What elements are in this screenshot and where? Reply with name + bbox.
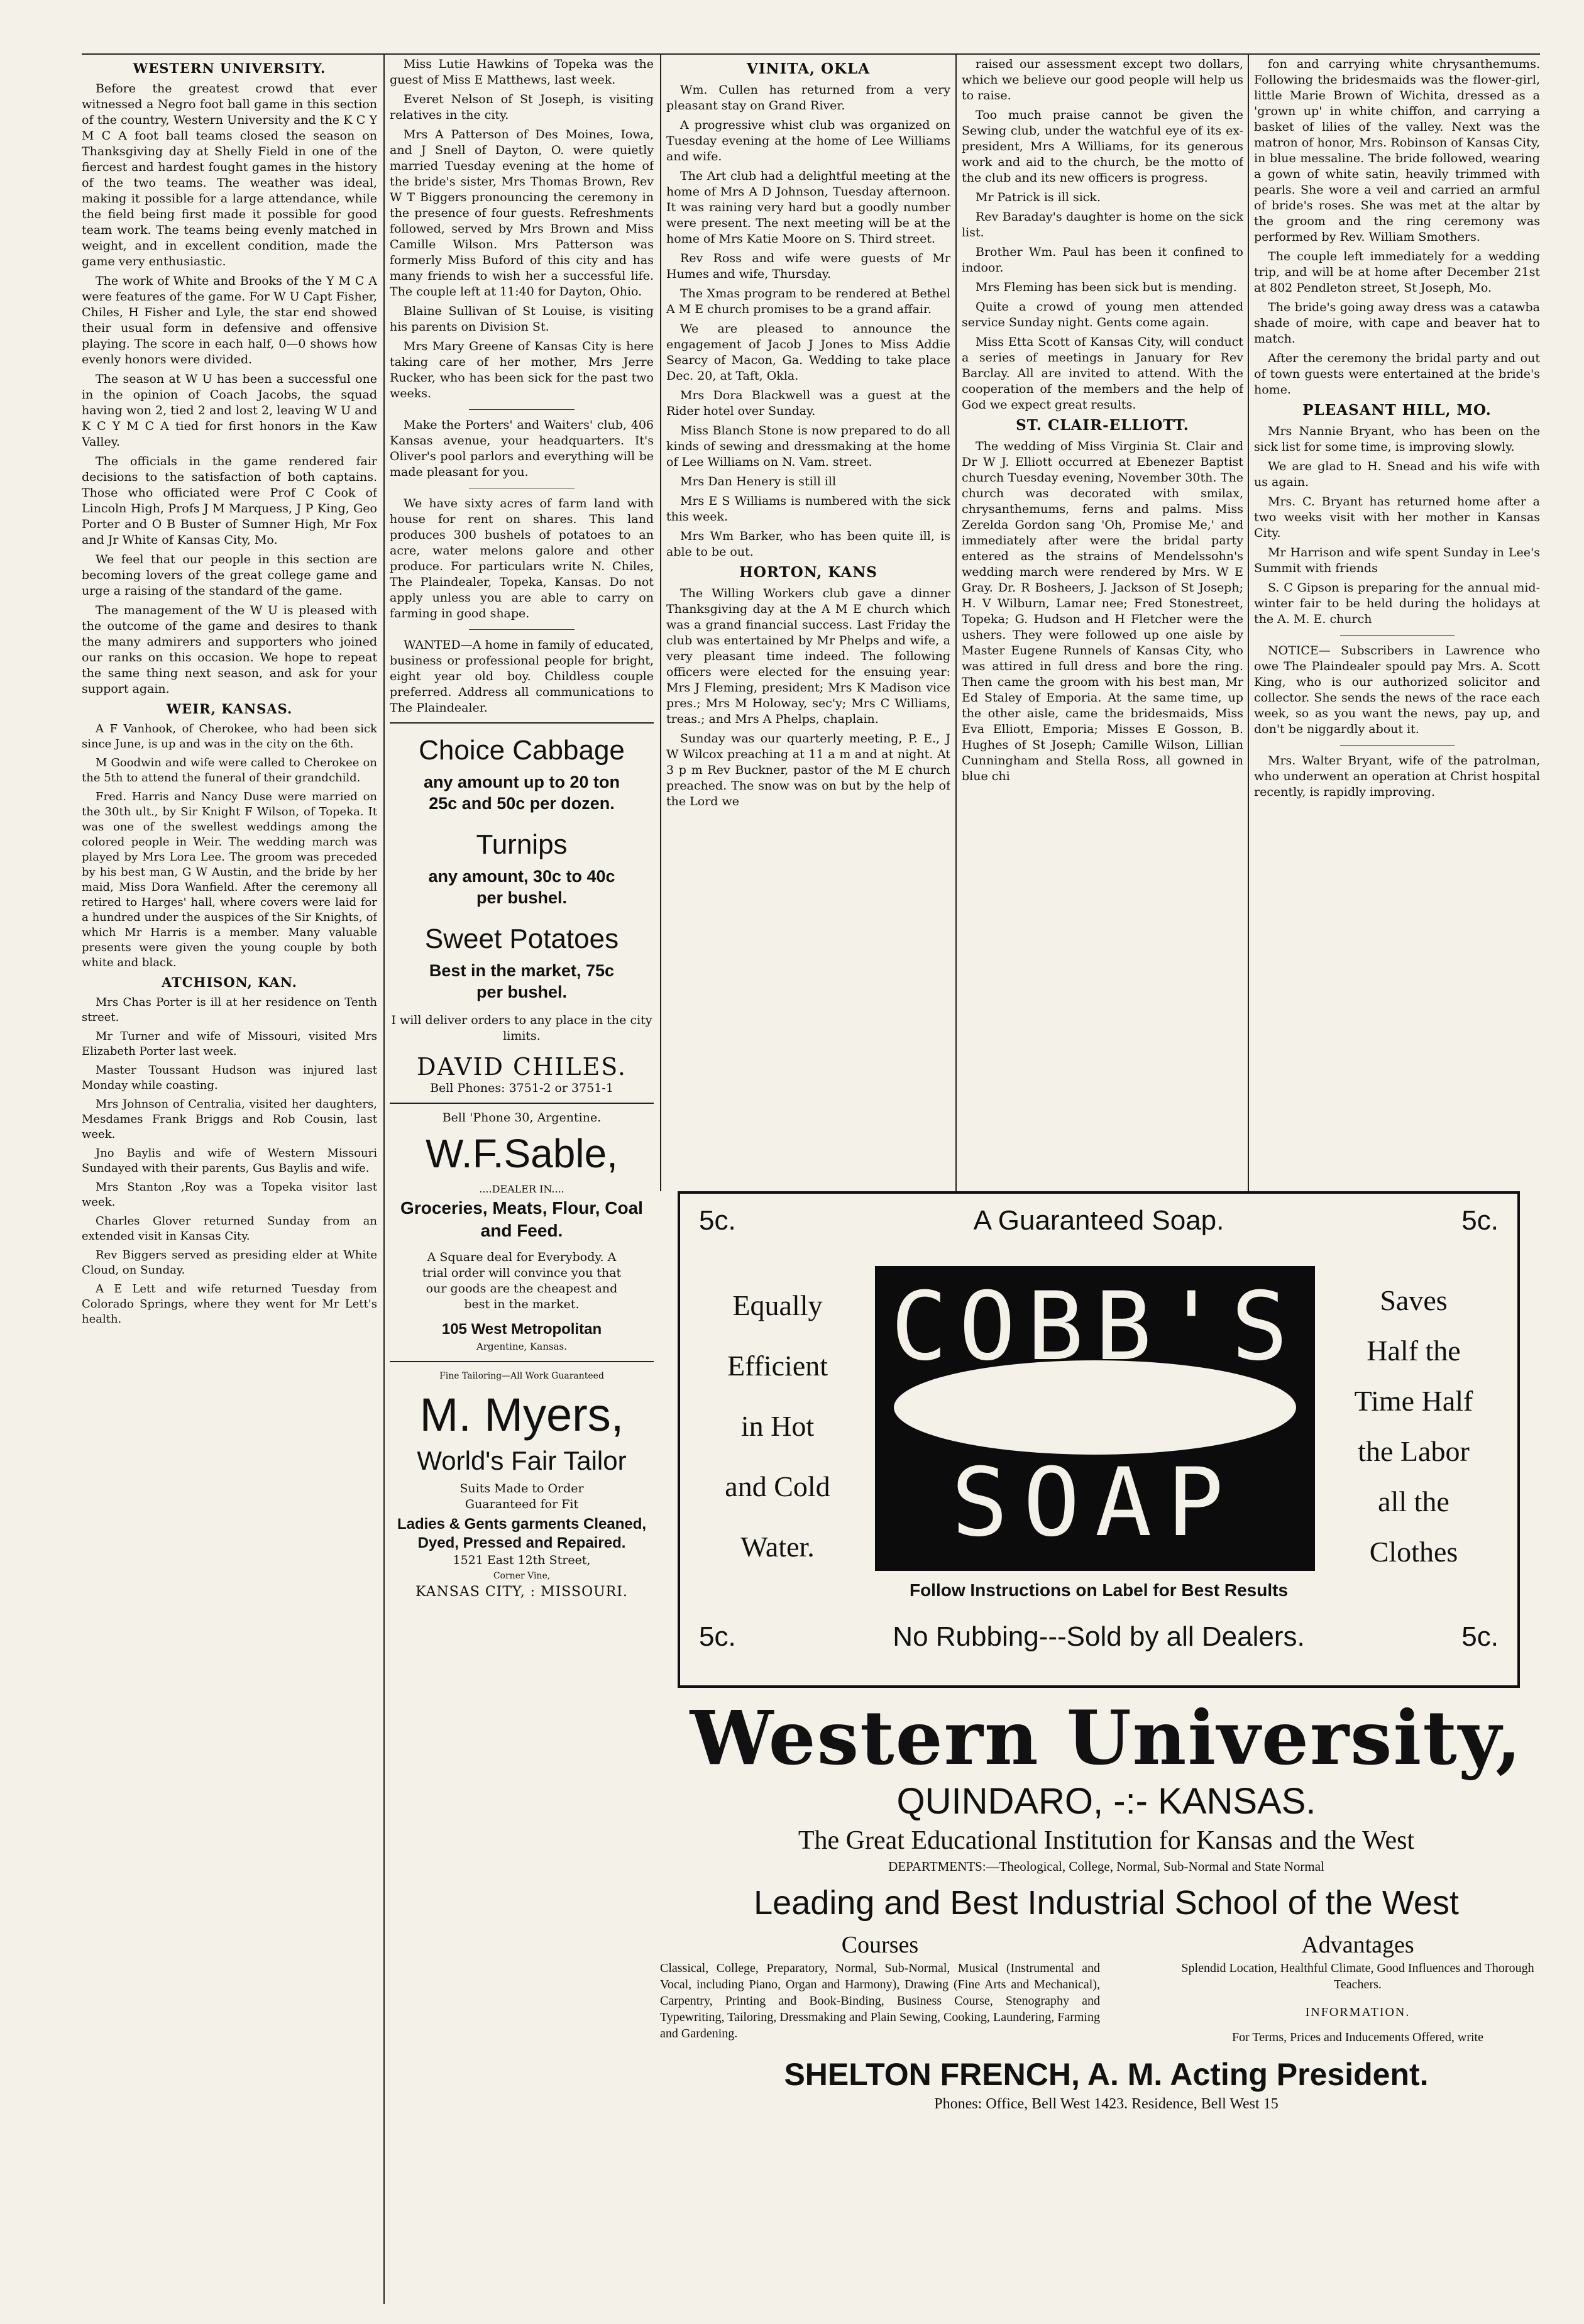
ad-line: 25c and 50c per dozen. bbox=[429, 794, 615, 813]
article-paragraph: Mrs Johnson of Centralia, visited her daughters, Mesdames Frank Briggs and Rob Cousin, last week. bbox=[82, 1098, 377, 1141]
wu-info-heading: INFORMATION. bbox=[1305, 2005, 1411, 2019]
article-paragraph: Mrs. C. Bryant has returned home after a two weeks visit with her mother in Kansas City. bbox=[1254, 495, 1540, 540]
ad-line: any amount, 30c to 40c bbox=[428, 867, 615, 886]
ad-line: Best in the market, 75c bbox=[429, 961, 615, 980]
cobbs-soap-ad bbox=[678, 1191, 1520, 1688]
article-paragraph: Mrs Nannie Bryant, who has been on the sick list for some time, is improving slowly. bbox=[1254, 424, 1540, 454]
article-paragraph: Brother Wm. Paul has been it confined to indoor. bbox=[962, 245, 1243, 275]
western-university-ad bbox=[660, 1694, 1553, 2301]
soap-instructions: Follow Instructions on Label for Best Results bbox=[909, 1580, 1289, 1600]
article-paragraph: Mrs Mary Greene of Kansas City is here taking care of her mother, Mrs Jerre Rucker, who has been sick for the past two weeks. bbox=[390, 339, 654, 400]
article-paragraph: Everet Nelson of St Joseph, is visiting relatives in the city. bbox=[390, 92, 654, 122]
soap-left-text: and Cold bbox=[725, 1470, 830, 1502]
ad-pitch: A Square deal for Everybody. A trial order will convince you that our goods are the cheapest and best in the market. bbox=[422, 1250, 622, 1311]
ad-phone: Bell 'Phone 30, Argentine. bbox=[442, 1111, 602, 1125]
article-paragraph: After the ceremony the bridal party and out of town guests were entertained at the bride's home. bbox=[1254, 351, 1540, 397]
heading-horton: HORTON, KANS bbox=[739, 564, 877, 581]
article-paragraph: The work of White and Brooks of the Y M C A were features of the game. For W U Capt Fisher, Chiles, H Fisher and Lyle, the star end showed their usual form in defensive and offensive playing. The score in each half, 0—0 shows how evenly honors were divided. bbox=[82, 274, 377, 366]
article-paragraph: A E Lett and wife returned Tuesday from Colorado Springs, where they went for Mr Lett's health. bbox=[82, 1282, 377, 1326]
price-label: 5c. bbox=[1461, 1205, 1499, 1236]
price-label: 5c. bbox=[1461, 1621, 1499, 1652]
heading-weir-kansas: WEIR, KANSAS. bbox=[166, 701, 293, 717]
article-paragraph: The officials in the game rendered fair decisions to the satisfaction of both captains. Those who officiated were Prof C Cook of Lincoln High, Profs J M Marquess, J P King, Geo Porter and O B Buster of Sumner High, Mr Fox and Jr White of Kansas City, Mo. bbox=[82, 454, 377, 547]
wu-courses-heading: Courses bbox=[841, 1932, 919, 1958]
ad-title: Choice Cabbage bbox=[419, 735, 625, 766]
ad-line: per bushel. bbox=[476, 983, 568, 1001]
ad-tag: World's Fair Tailor bbox=[417, 1446, 627, 1475]
wu-advantages: Splendid Location, Healthful Climate, Good Influences and Thorough Teachers. bbox=[1181, 1961, 1534, 1991]
article-paragraph: A F Vanhook, of Cherokee, who had been sick since June, is up and was in the city on the 6th. bbox=[82, 722, 377, 751]
article-paragraph: Mrs Wm Barker, who has been quite ill, is able to be out. bbox=[666, 529, 950, 559]
article-paragraph: The Xmas program to be rendered at Bethel A M E church promises to be a grand affair. bbox=[666, 287, 950, 316]
wu-advantages-heading: Advantages bbox=[1301, 1932, 1414, 1958]
ad-name: W.F.Sable, bbox=[426, 1131, 618, 1176]
wu-title: Western University, bbox=[690, 1694, 1523, 1782]
ad-city: Argentine, Kansas. bbox=[476, 1341, 567, 1352]
ad-line: any amount up to 20 ton bbox=[423, 773, 620, 791]
heading-atchison: ATCHISON, KAN. bbox=[162, 974, 297, 990]
ad-title: Turnips bbox=[476, 829, 568, 860]
ad-goods: Groceries, Meats, Flour, Coal and Feed. bbox=[400, 1198, 643, 1240]
article-paragraph: Quite a crowd of young men attended service Sunday night. Gents come again. bbox=[962, 300, 1243, 329]
farm-land-notice: We have sixty acres of farm land with house for rent on shares. This land produces 300 bushels of potatoes to an acre, water melons galore and other produce. For particulars write N. Chiles, The Plaindealer, Topeka, Kansas. Do not apply unless you are able to carry on farming in good shape. bbox=[390, 497, 654, 620]
article-paragraph: Mrs A Patterson of Des Moines, Iowa, and J Snell of Dayton, O. were quietly married Tuesday evening at the home of the bride's sister, Mrs Thomas Brown, Rev W T Biggers pronouncing the ceremony in the presence of four guests. Refreshments followed, served by Mrs Brown and Miss Camille Wilson. Mrs Patterson was formerly Miss Buford of this city and has many friends to wish her a successful life. The couple left at 11:40 for Dayton, Ohio. bbox=[390, 128, 654, 299]
ad-corner: Corner Vine, bbox=[493, 1571, 551, 1581]
ad-suits: Suits Made to Order Guaranteed for Fit bbox=[459, 1482, 584, 1511]
article-paragraph: The Art club had a delightful meeting at the home of Mrs A D Johnson, Tuesday afternoon. It was raining very hard but a goodly number were present. The next meeting will be at the home of Mrs Katie Moore on S. Third street. bbox=[666, 169, 950, 246]
article-paragraph: Too much praise cannot be given the Sewing club, under the watchful eye of its ex-president, Mrs A Williams, for its generous work and aid to the church, be the motto of the club and its new officers is progress. bbox=[962, 108, 1243, 185]
ad-line: per bushel. bbox=[476, 888, 568, 907]
ad-dealer: ....DEALER IN.... bbox=[479, 1183, 564, 1195]
article-paragraph: We are pleased to announce the engagement of Jacob J Jones to Miss Addie Searcy of Macon, Ga. Wedding to take place Dec. 20, at Taft, Okla. bbox=[666, 322, 950, 383]
article-paragraph: Mr Patrick is ill sick. bbox=[976, 190, 1101, 204]
heading-vinita: VINITA, OKLA bbox=[746, 60, 871, 77]
article-paragraph: Mr Harrison and wife spent Sunday in Lee's Summit with friends bbox=[1254, 546, 1540, 575]
article-paragraph: Rev Ross and wife were guests of Mr Humes and wife, Thursday. bbox=[666, 251, 950, 281]
wu-phones: Phones: Office, Bell West 1423. Residence, Bell West 15 bbox=[934, 2096, 1279, 2112]
article-paragraph: We feel that our people in this section are becoming lovers of the great college game and urge a raising of the standard of the game. bbox=[82, 553, 377, 598]
article-paragraph: Charles Glover returned Sunday from an extended visit in Kansas City. bbox=[82, 1214, 377, 1243]
soap-left-text: in Hot bbox=[740, 1410, 815, 1442]
soap-bottom-text: No Rubbing---Sold by all Dealers. bbox=[893, 1621, 1305, 1652]
article-paragraph: Miss Blanch Stone is now prepared to do all kinds of sewing and dressmaking at the home of Lee Williams on N. Vam. street. bbox=[666, 424, 950, 469]
porters-club-notice: Make the Porters' and Waiters' club, 406 Kansas avenue, your headquarters. It's Oliver's pool parlors and everything will be made pleasant for you. bbox=[390, 418, 654, 479]
article-paragraph: raised our assessment except two dollars, which we believe our good people will help us to raise. bbox=[962, 57, 1243, 102]
heading-western-university: WESTERN UNIVERSITY. bbox=[133, 60, 326, 76]
soap-right-text: the Labor bbox=[1358, 1435, 1470, 1467]
brand-soap: SOAP bbox=[951, 1448, 1239, 1558]
soap-logo-block bbox=[875, 1266, 1315, 1571]
wu-courses: Classical, College, Preparatory, Normal, Sub-Normal, Musical (Instrumental and Vocal, including Piano, Organ and Harmony), Drawing (Fine Arts and Mechanical), Carpentry, Printing and Book-Binding, Business Course, Stenography and Typewriting, Tailoring, Dressmaking and Plain Sewing, Cooking, Laundering, Farming and Gardening. bbox=[660, 1961, 1100, 2040]
article-paragraph: Miss Lutie Hawkins of Topeka was the guest of Miss E Matthews, last week. bbox=[390, 57, 654, 87]
column-3 bbox=[666, 57, 950, 1188]
chiles-produce-ad bbox=[390, 722, 654, 1104]
soap-right-text: Saves bbox=[1380, 1284, 1448, 1316]
column-2 bbox=[390, 57, 654, 2301]
article-paragraph: The Willing Workers club gave a dinner Thanksgiving day at the A M E church which was a grand financial success. Last Friday the club was entertained by Mr Phelps and wife, a very pleasant time indeed. The following officers were elected for the ensuing year: Mrs J Fleming, president; Mrs K Madison vice pres.; Mrs M Holoway, sec'y; Mrs C Williams, treas.; and Mrs A Phelps, chaplain. bbox=[666, 587, 950, 726]
price-label: 5c. bbox=[699, 1621, 736, 1652]
article-paragraph: Mrs Dan Henery is still ill bbox=[680, 475, 837, 488]
soap-right-text: Half the bbox=[1367, 1335, 1461, 1367]
ad-city: KANSAS CITY, : MISSOURI. bbox=[415, 1584, 628, 1600]
ad-ladies: Ladies & Gents garments Cleaned, Dyed, Pressed and Repaired. bbox=[397, 1516, 647, 1551]
sable-grocery-ad bbox=[390, 1104, 654, 1362]
article-paragraph: fon and carrying white chrysanthemums. Following the bridesmaids was the flower-girl, little Marie Brown of Wichita, dressed as a 'grown up' in white chiffon, and carrying a basket of lilies of the valley. Next was the matron of honor, Mrs. Robinson of Kansas City, in blue messaline. The bride followed, wearing a gown of white satin, heavily trimmed with pearls. She wore a veil and carried an armful of bride's roses. She was met at the altar by the groom and the ring ceremony was performed by Rev. William Smothers. bbox=[1254, 57, 1540, 244]
price-label: 5c. bbox=[699, 1205, 736, 1236]
wu-departments: DEPARTMENTS:—Theological, College, Normal, Sub-Normal and State Normal bbox=[888, 1859, 1324, 1874]
article-paragraph: We are glad to H. Snead and his wife with us again. bbox=[1254, 460, 1540, 489]
wu-president: SHELTON FRENCH, A. M. Acting President. bbox=[784, 2057, 1429, 2092]
ad-name: DAVID CHILES. bbox=[417, 1053, 627, 1081]
brand-cobbs: COBB'S bbox=[891, 1272, 1299, 1382]
article-paragraph: Wm. Cullen has returned from a very pleasant stay on Grand River. bbox=[666, 83, 950, 113]
column-4 bbox=[962, 57, 1243, 1188]
article-paragraph: The wedding of Miss Virginia St. Clair and Dr W J. Elliott occurred at Ebenezer Baptist church Tuesday evening, November 30th. The church was decorated with smilax, chrysanthemums, ferns and palms. Miss Zerelda Gordon sang 'Oh, Promise Me,' and immediately after were the bridal party entered as the strains of Mendelssohn's wedding march were rendered by Mrs. W E Gray. Dr. R Bosheers, J. Jackson of St Joseph; H. V Wilburn, Lamar nee; Fred Stonestreet, Topeka; G. Hudson and H Fletcher were the ushers. They were followed up one aisle by Master Eugene Runnels of Kansas City, who was attired in full dress and bore the ring. Then came the groom with his best man, Mr Ed Staley of Emporia. At the same time, up the other aisle, came the bridesmaids, Miss Eva Elliott, Emporia; Misses E Gosson, B. Hughes of St Joseph; Camille Wilson, Lillian Cunningham and Stella Ross, all gowned in blue chi bbox=[962, 439, 1243, 783]
article-paragraph: Fred. Harris and Nancy Duse were married on the 30th ult., by Sir Knight F Wilson, of Topeka. It was one of the swellest weddings among the colored people in Weir. The wedding march was played by Mrs Lora Lee. The groom was preceded by his best man, G W Austin, and the bride by her maid, Miss Dora Wanfield. After the ceremony all retired to Harges' hall, where covers were laid for a hundred under the auspices of the Sir Knights, of which Mr Harris is a member. Many valuable presents were given the young couple by both white and black. bbox=[82, 790, 377, 969]
ad-name: M. Myers, bbox=[419, 1389, 624, 1441]
soap-right-text: all the bbox=[1378, 1485, 1449, 1517]
heading-pleasant-hill: PLEASANT HILL, MO. bbox=[1302, 402, 1492, 419]
article-paragraph: The management of the W U is pleased with the outcome of the game and desires to thank the many admirers and supporters who joined our ranks on this occasion. We hope to repeat the same thing next season, and ask for your support again. bbox=[82, 603, 377, 696]
heading-st-clair-elliott: ST. CLAIR-ELLIOTT. bbox=[1016, 417, 1189, 434]
article-paragraph: Miss Etta Scott of Kansas City, will conduct a series of meetings in January for Rev Barclay. All are invited to attend. With the cooperation of the members and the help of God we expect great results. bbox=[962, 335, 1243, 412]
soap-right-text: Time Half bbox=[1354, 1385, 1473, 1417]
wu-info: For Terms, Prices and Inducements Offered, write bbox=[1232, 2030, 1483, 2044]
article-paragraph: Jno Baylis and wife of Western Missouri Sundayed with their parents, Gus Baylis and wife. bbox=[82, 1147, 377, 1175]
article-paragraph: The couple left immediately for a wedding trip, and will be at home after December 21st at 802 Pendleton street, St Joseph, Mo. bbox=[1254, 250, 1540, 295]
article-paragraph: Mrs Chas Porter is ill at her residence on Tenth street. bbox=[82, 996, 377, 1024]
wu-leading: Leading and Best Industrial School of the West bbox=[754, 1884, 1459, 1922]
article-paragraph: Blaine Sullivan of St Louise, is visiting his parents on Division St. bbox=[390, 304, 654, 334]
ad-address: 105 West Metropolitan bbox=[441, 1321, 602, 1338]
soap-right-text: Clothes bbox=[1369, 1536, 1458, 1568]
wu-tagline: The Great Educational Institution for Kansas and the West bbox=[798, 1826, 1415, 1855]
article-paragraph: S. C Gipson is preparing for the annual mid-winter fair to be held during the holidays at the A. M. E. church bbox=[1254, 581, 1540, 626]
article-paragraph: Rev Biggers served as presiding elder at White Cloud, on Sunday. bbox=[82, 1248, 377, 1277]
myers-tailor-ad bbox=[390, 1362, 654, 1606]
article-paragraph: Mr Turner and wife of Missouri, visited Mrs Elizabeth Porter last week. bbox=[82, 1030, 377, 1058]
article-paragraph: The bride's going away dress was a catawba shade of moire, with cape and beaver hat to match. bbox=[1254, 300, 1540, 346]
article-paragraph: Mrs E S Williams is numbered with the sick this week. bbox=[666, 494, 950, 524]
soap-left-text: Equally bbox=[732, 1289, 823, 1321]
article-paragraph: Mrs. Walter Bryant, wife of the patrolman, who underwent an operation at Christ hospital recently, is rapidly improving. bbox=[1254, 754, 1540, 799]
article-paragraph: M Goodwin and wife were called to Cherokee on the 5th to attend the funeral of their grandchild. bbox=[82, 756, 377, 785]
ad-phones: Bell Phones: 3751-2 or 3751-1 bbox=[430, 1081, 613, 1095]
column-1 bbox=[82, 57, 377, 2301]
ad-top: Fine Tailoring—All Work Guaranteed bbox=[439, 1371, 604, 1381]
ad-note: I will deliver orders to any place in the city limits. bbox=[391, 1013, 652, 1043]
article-paragraph: The season at W U has been a successful one in the opinion of Coach Jacobs, the squad having won 2, tied 2 and lost 2, leaving W U and K C Y M C A tied for first honors in the Kaw Valley. bbox=[82, 372, 377, 449]
soap-headline: A Guaranteed Soap. bbox=[973, 1205, 1224, 1236]
notice-subscribers: NOTICE— Subscribers in Lawrence who owe The Plaindealer spould pay Mrs. A. Scott King, who is our authorized solicitor and collector. She sends the news of the race each week, so as you want the news, pay up, and don't be niggardly about it. bbox=[1254, 644, 1540, 736]
article-paragraph: Mrs Stanton ,Roy was a Topeka visitor last week. bbox=[82, 1181, 377, 1209]
article-paragraph: Sunday was our quarterly meeting, P. E., J W Wilcox preaching at 11 a m and at night. At 3 p m Rev Buckner, pastor of the M E church preached. The snow was on but by the help of the Lord we bbox=[666, 732, 950, 808]
article-paragraph: A progressive whist club was organized on Tuesday evening at the home of Lee Williams and wife. bbox=[666, 118, 950, 163]
article-paragraph: Master Toussant Hudson was injured last Monday while coasting. bbox=[82, 1064, 377, 1092]
soap-left-text: Efficient bbox=[727, 1350, 828, 1382]
article-paragraph: Rev Baraday's daughter is home on the sick list. bbox=[962, 210, 1243, 240]
soap-left-text: Water. bbox=[740, 1531, 815, 1563]
ad-title: Sweet Potatoes bbox=[424, 923, 619, 954]
article-paragraph: Mrs Fleming has been sick but is mending. bbox=[976, 280, 1237, 294]
wanted-notice: WANTED—A home in family of educated, business or professional people for bright, eight year old boy. Childless couple preferred. Address all communications to The Plaindealer. bbox=[390, 638, 654, 715]
ad-address: 1521 East 12th Street, bbox=[453, 1553, 591, 1567]
article-paragraph: Mrs Dora Blackwell was a guest at the Rider hotel over Sunday. bbox=[666, 388, 950, 418]
column-5 bbox=[1254, 57, 1540, 1188]
wu-location: QUINDARO, -:- KANSAS. bbox=[896, 1781, 1316, 1822]
article-paragraph: Before the greatest crowd that ever witnessed a Negro foot ball game in this section of the country, Western University and the K C Y M C A foot ball teams closed the season on Thanksgiving day at Shelly Field in one of the fiercest and hardest fought games in the history of the two teams. The weather was ideal, making it possible for a large attendance, while the field being first made it possible for good team work. The teams being evenly matched in weight, and in excellent condition, made the game very enthusiastic. bbox=[82, 82, 377, 268]
